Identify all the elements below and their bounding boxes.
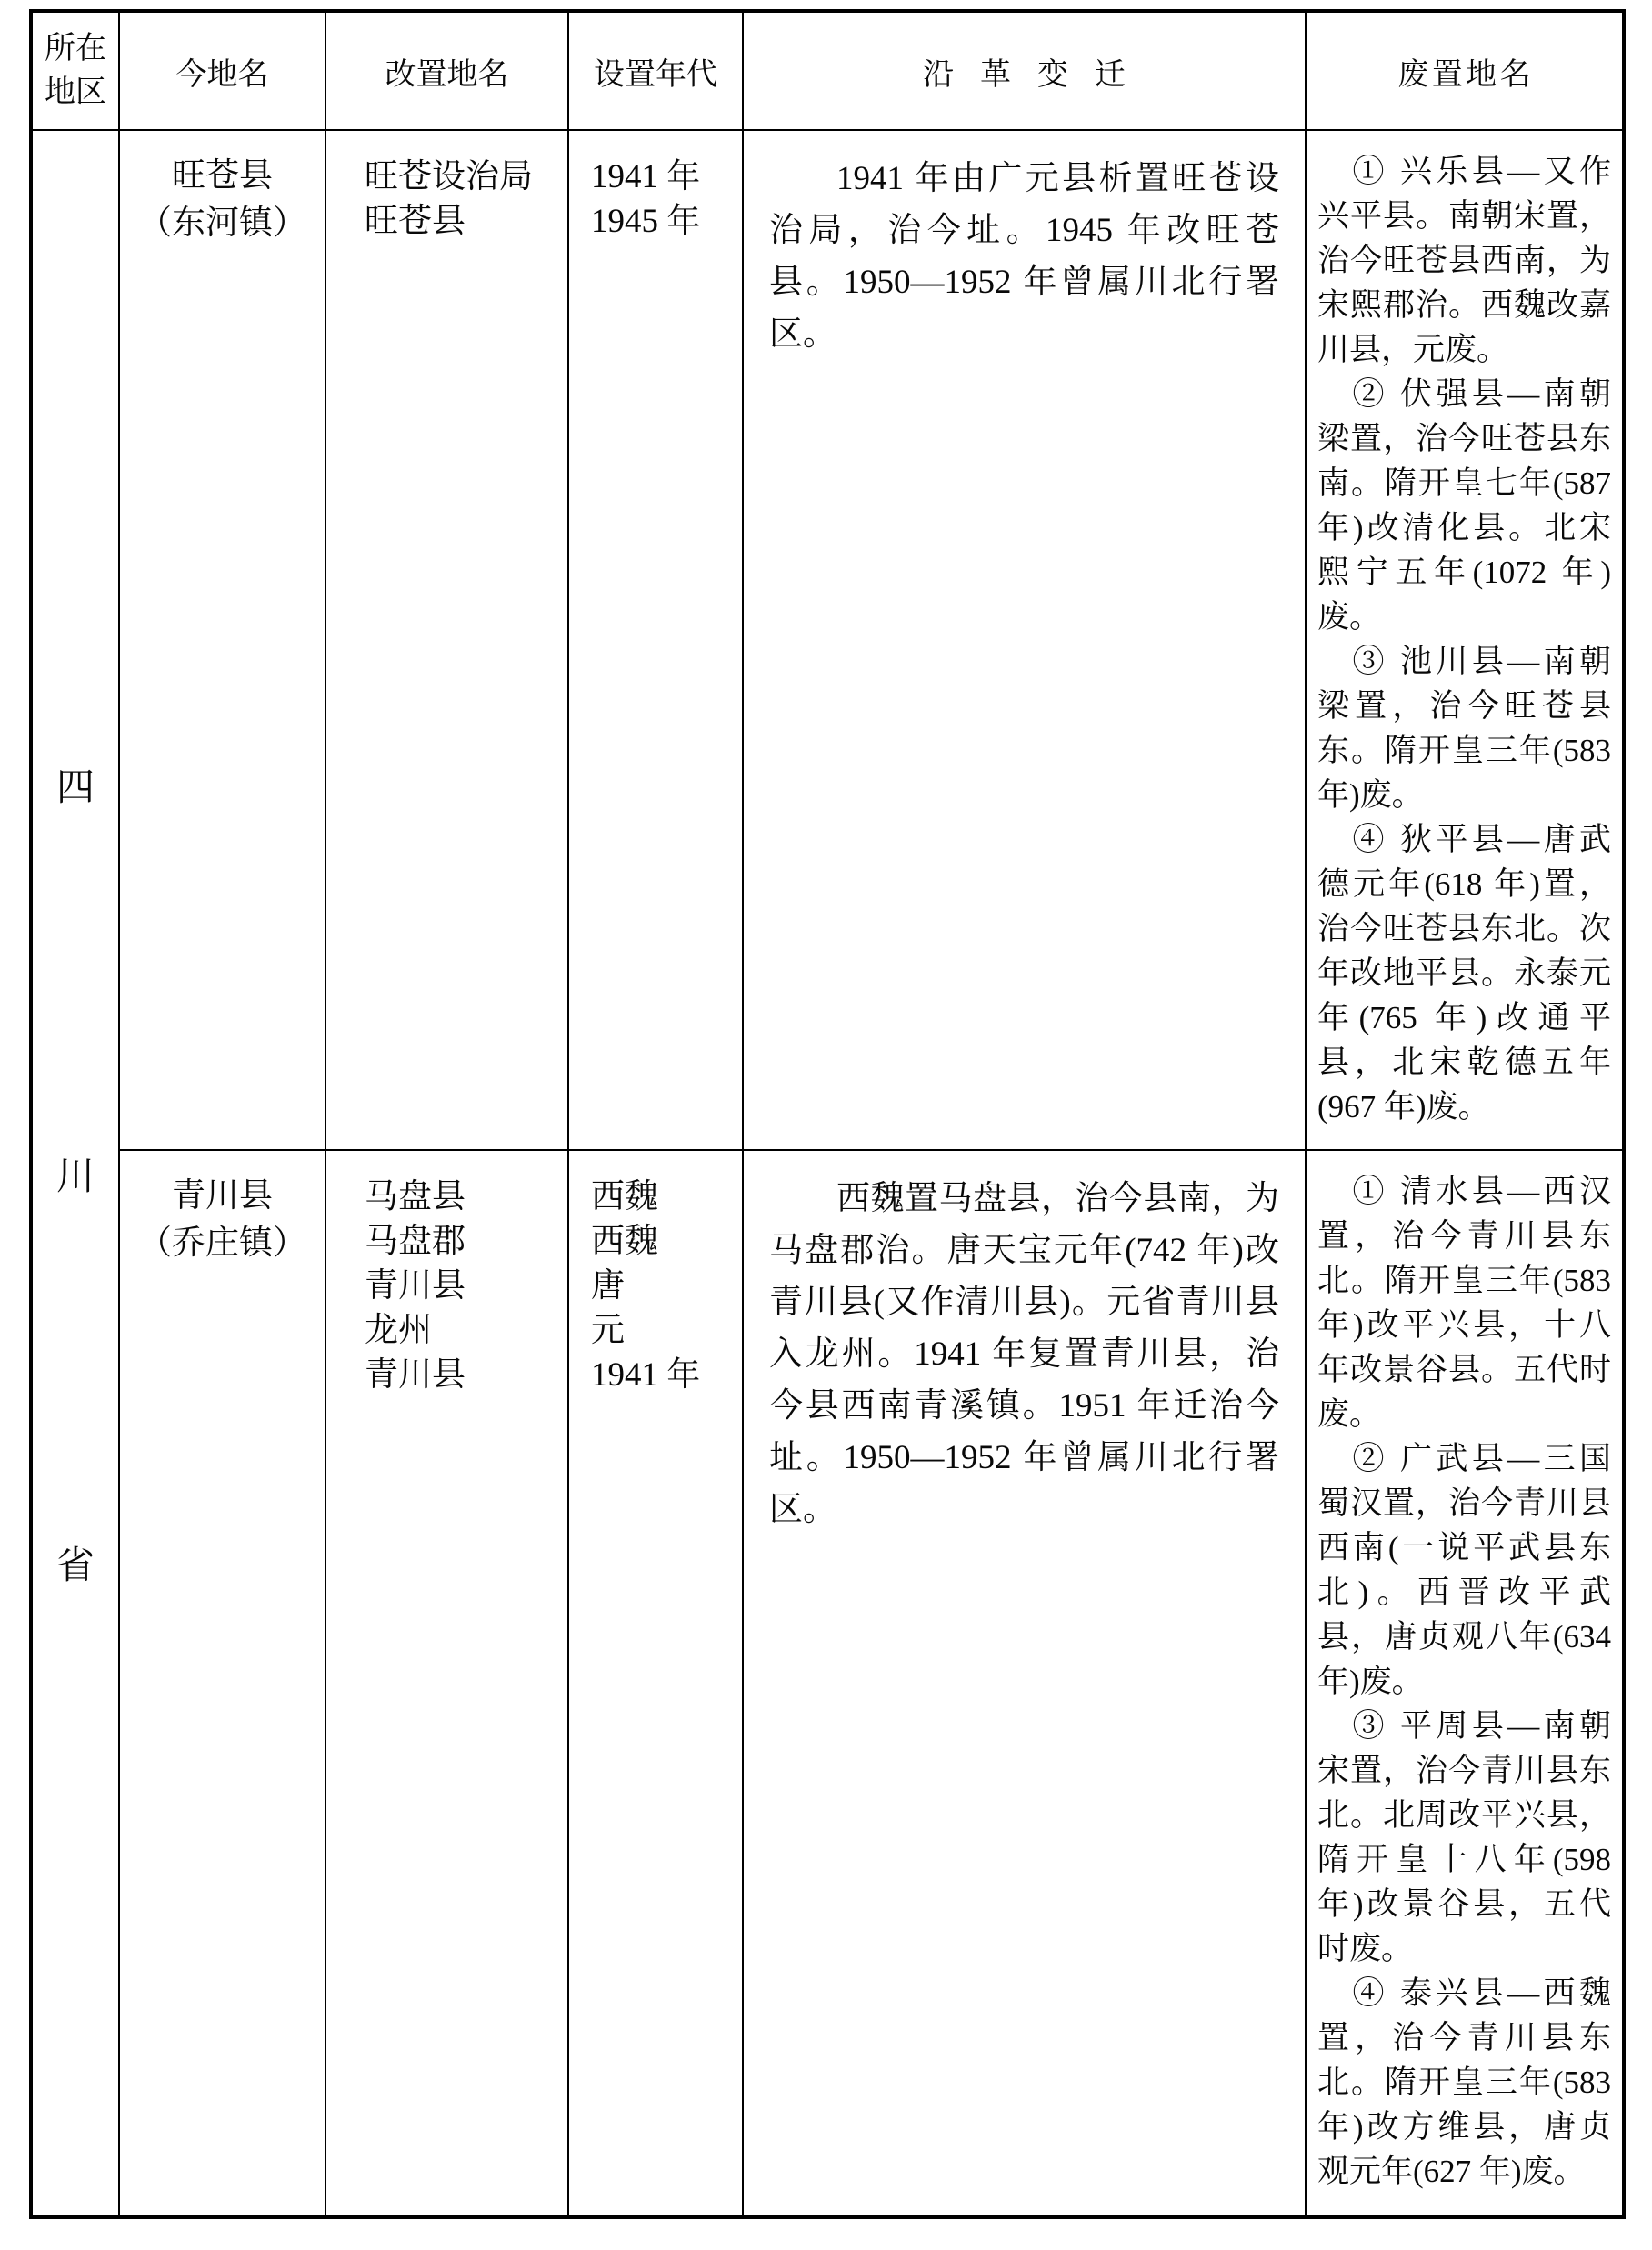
abolished-entry: ① 清水县—西汉置，治今青川县东北。隋开皇三年(583 年)改平兴县，十八年改景谷县。五代时废。 xyxy=(1317,1174,1611,1432)
renamed-item: 龙州 xyxy=(365,1312,432,1349)
header-established-label: 设置年代 xyxy=(594,57,717,92)
row-qingchuan-established xyxy=(569,1151,742,2215)
row-wangcang-established xyxy=(569,131,742,1149)
evolution-text: 1941 年由广元县析置旺苍设治局，治今址。1945 年改旺苍县。1950—1952 年曾属川北行署区。 xyxy=(769,160,1279,353)
abolished-entry: ② 广武县—三国蜀汉置，治今青川县西南(一说平武县东北)。西晋改平武县，唐贞观八年(634 年)废。 xyxy=(1317,1441,1611,1699)
established-item: 1945 年 xyxy=(591,203,701,240)
renamed-item: 旺苍县 xyxy=(365,203,466,240)
row-qingchuan-abolished xyxy=(1307,1151,1622,2215)
current-name: 青川县 xyxy=(172,1177,273,1215)
established-item: 唐 xyxy=(591,1267,625,1305)
abolished-entry: ③ 平周县—南朝宋置，治今青川县东北。北周改平兴县，隋开皇十八年(598 年)改景谷县，五代时废。 xyxy=(1317,1708,1611,1966)
established-item: 元 xyxy=(591,1312,625,1349)
renamed-item: 马盘郡 xyxy=(365,1223,466,1260)
header-current-name-label: 今地名 xyxy=(175,57,269,92)
abolished-entry: ② 伏强县—南朝梁置，治今旺苍县东南。隋开皇七年(587 年)改清化县。北宋熙宁五年(1072 年)废。 xyxy=(1317,376,1611,635)
region-char: 省 xyxy=(55,1545,95,1587)
header-evolution xyxy=(744,13,1305,129)
region-char: 四 xyxy=(55,766,95,809)
current-name-note: （东河镇） xyxy=(138,205,306,242)
abolished-entry: ④ 泰兴县—西魏置，治今青川县东北。隋开皇三年(583 年)改方维县，唐贞观元年(627 年)废。 xyxy=(1317,1975,1611,2189)
renamed-item: 马盘县 xyxy=(365,1178,466,1215)
row-wangcang-current-name xyxy=(120,131,325,1149)
header-current-name xyxy=(120,13,325,129)
header-abolished xyxy=(1307,13,1622,129)
header-established xyxy=(569,13,742,129)
header-renamed-label: 改置地名 xyxy=(385,57,509,92)
row-qingchuan-current-name xyxy=(120,1151,325,2215)
row-wangcang-renamed xyxy=(326,131,567,1149)
row-qingchuan-evolution xyxy=(744,1151,1305,2215)
established-item: 1941 年 xyxy=(591,158,701,195)
established-item: 西魏 xyxy=(591,1223,658,1260)
gazetteer-table xyxy=(29,9,1626,2219)
region-cell-sichuan xyxy=(33,131,118,2215)
established-item: 西魏 xyxy=(591,1178,658,1215)
abolished-entry: ③ 池川县—南朝梁置，治今旺苍县东。隋开皇三年(583 年)废。 xyxy=(1317,644,1611,813)
row-qingchuan-renamed xyxy=(326,1151,567,2215)
current-name-note: （乔庄镇） xyxy=(138,1225,306,1262)
abolished-entry: ① 兴乐县—又作兴平县。南朝宋置，治今旺苍县西南，为宋熙郡治。西魏改嘉川县，元废。 xyxy=(1317,154,1611,367)
header-region-label: 所在地区 xyxy=(45,32,106,109)
header-renamed xyxy=(326,13,567,129)
evolution-text: 西魏置马盘县，治今县南，为马盘郡治。唐天宝元年(742 年)改青川县(又作清川县)。元省青川县入龙州。1941 年复置青川县，治今县西南青溪镇。1951 年迁治今址。1950—1952 年曾属川北行署区。 xyxy=(769,1180,1279,1528)
region-char: 川 xyxy=(55,1155,95,1198)
row-wangcang-evolution xyxy=(744,131,1305,1149)
header-abolished-label: 废置地名 xyxy=(1397,57,1534,92)
abolished-entry: ④ 狄平县—唐武德元年(618 年)置，治今旺苍县东北。次年改地平县。永泰元年(765 年)改通平县，北宋乾德五年(967 年)废。 xyxy=(1317,822,1611,1125)
header-evolution-label: 沿革变迁 xyxy=(923,57,1152,92)
renamed-item: 青川县 xyxy=(365,1356,466,1394)
renamed-item: 旺苍设治局 xyxy=(365,158,533,195)
header-region xyxy=(33,13,118,129)
row-wangcang-abolished xyxy=(1307,131,1622,1149)
renamed-item: 青川县 xyxy=(365,1267,466,1305)
current-name: 旺苍县 xyxy=(172,157,273,195)
established-item: 1941 年 xyxy=(591,1356,701,1394)
